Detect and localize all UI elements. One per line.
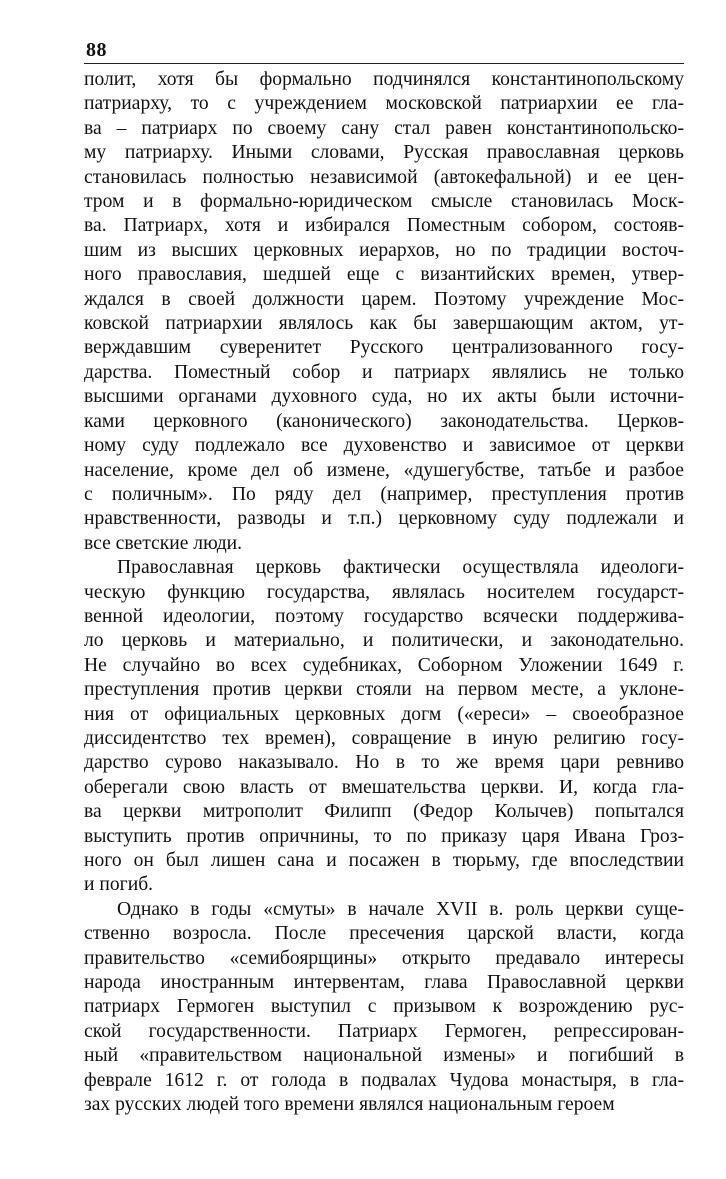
text-line: ственно возросла. После пресечения царской власти, когда bbox=[84, 923, 684, 945]
text-line: венной идеологии, поэтому государство всячески поддержива- bbox=[84, 605, 684, 627]
text-line: правительство «семибоярщины» открыто предавало интересы bbox=[84, 947, 684, 969]
text-line: становилась полностью независимой (автокефальной) и ее цен- bbox=[84, 166, 684, 188]
text-line: ками церковного (канонического) законодательства. Церков- bbox=[84, 410, 684, 432]
text-line: ской государственности. Патриарх Гермоген, репрессирован- bbox=[84, 1020, 684, 1042]
text-line: ва. Патриарх, хотя и избирался Поместным собором, состояв- bbox=[84, 215, 684, 237]
text-line: тром и в формально-юридическом смысле становилась Моск- bbox=[84, 191, 684, 213]
text-line: ва церкви митрополит Филипп (Федор Колычев) попытался bbox=[84, 801, 684, 823]
text-line: преступления против церкви стояли на первом месте, а уклоне- bbox=[84, 679, 684, 701]
text-line: ния от официальных церковных догм («ереси» – своеобразное bbox=[84, 703, 684, 725]
text-line: дарства. Поместный собор и патриарх являлись не только bbox=[84, 361, 684, 383]
text-line: ного православия, шедшей еще с византийских времен, утвер- bbox=[84, 264, 684, 286]
text-line: феврале 1612 г. от голода в подвалах Чудова монастыря, в гла- bbox=[84, 1069, 684, 1091]
text-line: шим из высших церковных иерархов, но по традиции восточ- bbox=[84, 239, 684, 261]
text-line: ному суду подлежало все духовенство и зависимое от церкви bbox=[84, 435, 684, 457]
paragraph-3 bbox=[84, 898, 684, 1118]
header-rule bbox=[84, 63, 684, 64]
text-line: ный «правительством национальной измены» и погибший в bbox=[84, 1045, 684, 1067]
text-line: ло церковь и материально, и политически, и законодательно. bbox=[84, 630, 684, 652]
text-line: ного он был лишен сана и посажен в тюрьму, где впоследствии bbox=[84, 850, 684, 871]
text-line: зах русских людей того времени являлся национальным героем bbox=[84, 1094, 615, 1116]
text-line: му патриарху. Иными словами, Русская православная церковь bbox=[84, 142, 684, 164]
text-line: диссидентство тех времен), совращение в иную религию госу- bbox=[84, 727, 684, 749]
text-line: патриарх Гермоген выступил с призывом к возрождению рус- bbox=[84, 996, 684, 1018]
text-line: ва – патриарх по своему сану стал равен константинопольско- bbox=[84, 117, 684, 139]
text-line: ковской патриархии являлось как бы завершающим актом, ут- bbox=[84, 313, 684, 335]
text-line: высшими органами духовного суда, но их акты были источни- bbox=[84, 386, 684, 408]
text-line: население, кроме дел об измене, «душегубстве, татьбе и разбое bbox=[84, 459, 684, 481]
paragraph-1 bbox=[84, 68, 684, 556]
book-page bbox=[84, 38, 684, 1117]
text-line: дарство сурово наказывало. Но в то же время цари ревниво bbox=[84, 752, 684, 774]
text-line: нравственности, разводы и т.п.) церковному суду подлежали и bbox=[84, 508, 684, 530]
text-line: ждался в своей должности царем. Поэтому учреждение Мос- bbox=[84, 288, 684, 310]
text-line: Православная церковь фактически осуществляла идеологи- bbox=[117, 557, 684, 579]
text-line: народа иностранным интервентам, глава Православной церкви bbox=[84, 972, 684, 994]
text-line: все светские люди. bbox=[84, 532, 243, 554]
text-line: верждавшим суверенитет Русского централизованного госу- bbox=[84, 337, 684, 359]
text-line: выступить против опричнины, то по приказу царя Ивана Гроз- bbox=[84, 825, 684, 847]
text-line: оберегали свою власть от вмешательства церкви. И, когда гла- bbox=[84, 776, 684, 798]
text-line: Однако в годы «смуты» в начале XVII в. роль церкви суще- bbox=[117, 898, 684, 920]
page-number: 88 bbox=[86, 39, 107, 61]
text-line: Не случайно во всех судебниках, Соборном Уложении 1649 г. bbox=[84, 654, 684, 676]
paragraph-2 bbox=[84, 556, 684, 898]
text-line: и погиб. bbox=[84, 874, 154, 896]
text-line: патриарху, то с учреждением московской патриархии ее гла- bbox=[84, 93, 684, 115]
text-line: ческую функцию государства, являлась носителем государст- bbox=[84, 581, 684, 603]
text-line: с поличным». По ряду дел (например, преступления против bbox=[84, 483, 684, 505]
text-line: полит, хотя бы формально подчинялся константинопольскому bbox=[84, 69, 684, 90]
